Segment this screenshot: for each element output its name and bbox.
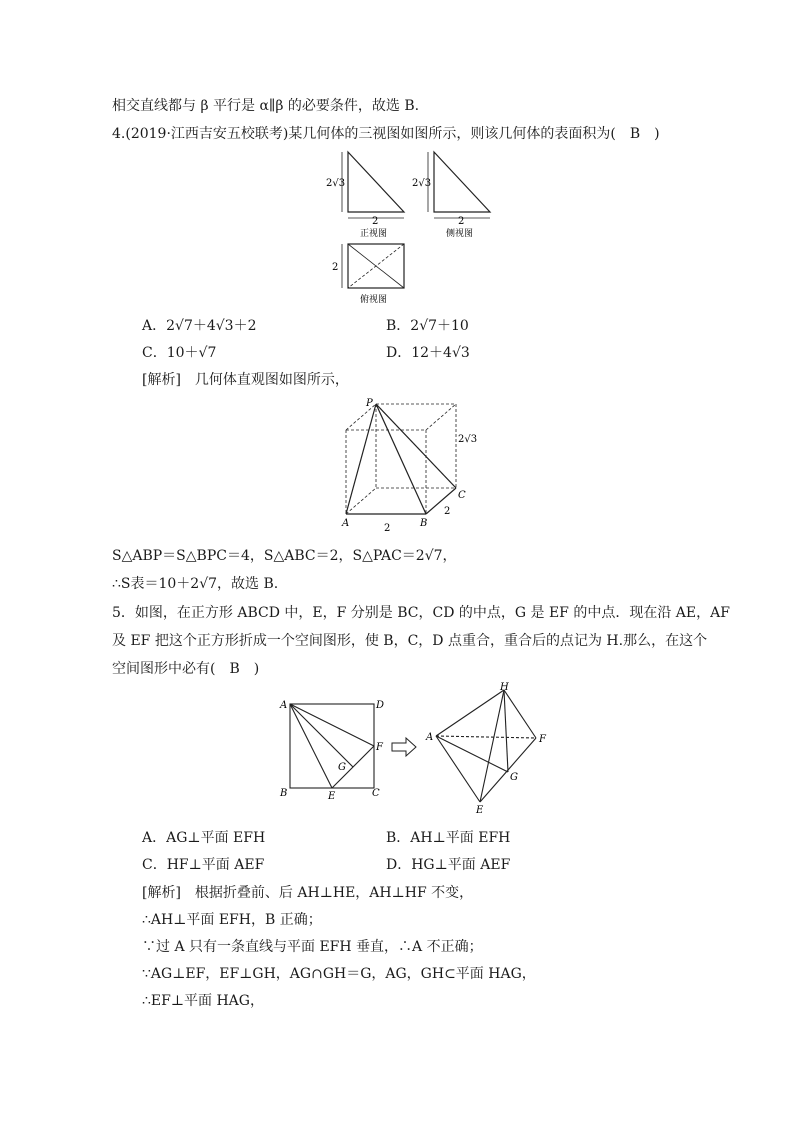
square-point-e: E: [328, 791, 336, 802]
square-point-g: G: [338, 762, 346, 773]
question-4: 4.(2019·江西吉安五校联考)某几何体的三视图如图所示，则该几何体的表面积为( B ): [112, 126, 660, 142]
front-view: [326, 152, 404, 239]
question-5-line-3: 空间图形中必有( B ): [112, 661, 260, 677]
point-a: A: [342, 518, 350, 529]
point-c: C: [458, 490, 466, 501]
point-b: B: [420, 518, 428, 529]
front-view-label: 正视图: [360, 229, 388, 239]
side-width-label: 2: [458, 216, 465, 227]
front-height-label: 2√3: [326, 178, 346, 189]
tetra-point-g: G: [510, 772, 518, 783]
q5-option-c: C．HF⊥平面 AEF: [142, 857, 265, 873]
solution-4-line-3: ∴S表＝10＋2√7，故选 B.: [112, 576, 279, 592]
tetra-point-e: E: [476, 805, 484, 816]
tetra-point-h: H: [500, 682, 509, 693]
q4-option-c: C．10＋√7: [142, 345, 217, 361]
side-view: [412, 152, 490, 239]
top-depth-label: 2: [332, 262, 339, 273]
solution-5-line-2: ∴AH⊥平面 EFH，B 正确；: [142, 912, 322, 928]
square-point-d: D: [376, 700, 385, 711]
solution-5-line-5: ∴EF⊥平面 HAG，: [142, 993, 264, 1009]
square-point-a: A: [280, 700, 288, 711]
arrow-icon: [392, 738, 416, 756]
q4-option-b: B．2√7＋10: [386, 318, 469, 334]
tetra-point-f: F: [539, 734, 546, 745]
q5-option-a: A．AG⊥平面 EFH: [142, 830, 266, 846]
square-point-b: B: [280, 788, 288, 799]
side-view-label: 侧视图: [446, 229, 474, 239]
tetra-point-a: A: [426, 732, 434, 743]
solid-figure: [336, 394, 486, 536]
solution-5-line-4: ∵AG⊥EF，EF⊥GH，AG∩GH＝G，AG，GH⊂平面 HAG，: [142, 966, 536, 982]
top-view: [332, 244, 404, 305]
square-point-f: F: [376, 742, 383, 753]
point-p: P: [366, 398, 373, 409]
front-width-label: 2: [372, 216, 379, 227]
top-view-label: 俯视图: [360, 295, 388, 305]
q5-option-d: D．HG⊥平面 AEF: [386, 857, 511, 873]
side-height-label: 2√3: [412, 178, 432, 189]
question-5-line-1: 5．如图，在正方形 ABCD 中，E，F 分别是 BC，CD 的中点，G 是 EF 的中点．现在沿 AE，AF: [112, 605, 730, 621]
tetrahedron: [436, 690, 536, 802]
text-line-1: 相交直线都与 β 平行是 α∥β 的必要条件，故选 B.: [112, 98, 420, 114]
solid-ab-label: 2: [384, 523, 391, 534]
three-view-figure: [320, 140, 520, 308]
solution-4-line-2: S△ABP＝S△BPC＝4，S△ABC＝2，S△PAC＝2√7，: [112, 548, 457, 564]
solid-height-label: 2√3: [458, 434, 478, 445]
q4-option-a: A．2√7＋4√3＋2: [142, 318, 257, 334]
square-abcd: [290, 704, 374, 788]
solid-bc-label: 2: [444, 506, 451, 517]
solution-5-line-3: ∵过 A 只有一条直线与平面 EFH 垂直，∴A 不正确；: [142, 939, 483, 955]
folding-figure: [276, 680, 566, 816]
question-5-line-2: 及 EF 把这个正方形折成一个空间图形，使 B，C，D 点重合，重合后的点记为 H.那么，在这个: [112, 633, 708, 649]
q4-option-d: D．12＋4√3: [386, 345, 470, 361]
solution-5-line-1: [解析] 根据折叠前、后 AH⊥HE，AH⊥HF 不变，: [142, 885, 474, 901]
solution-4-line-1: [解析] 几何体直观图如图所示，: [142, 372, 349, 388]
square-point-c: C: [372, 788, 380, 799]
q5-option-b: B．AH⊥平面 EFH: [386, 830, 511, 846]
